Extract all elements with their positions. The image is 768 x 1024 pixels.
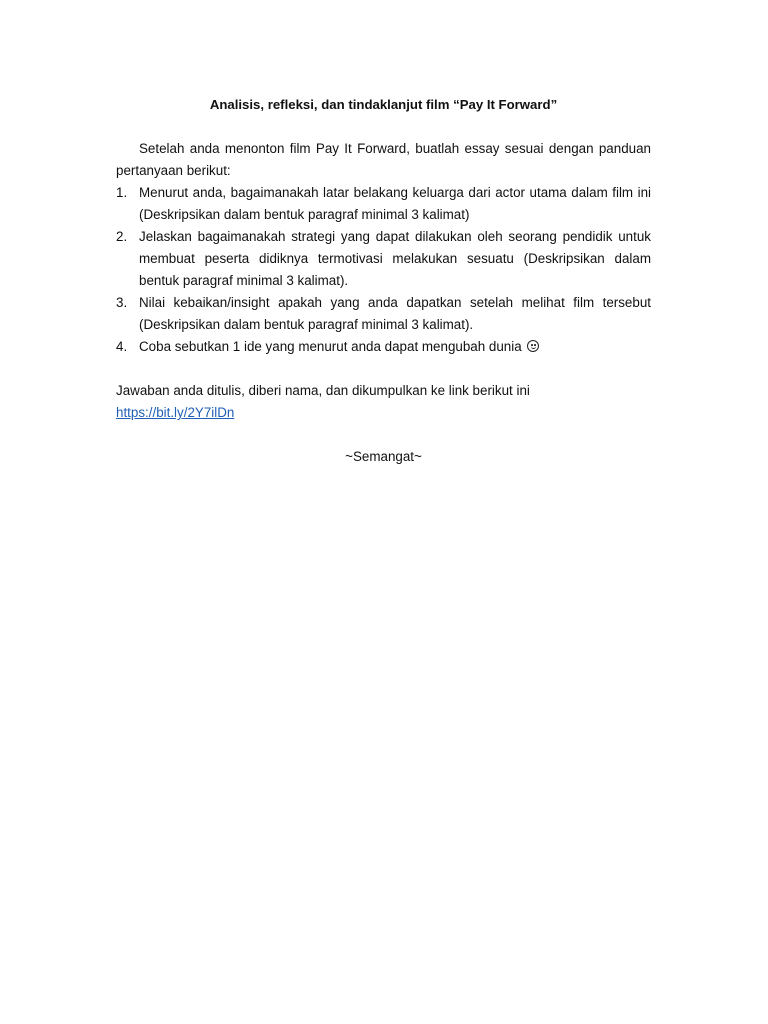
question-item-3 — [116, 292, 651, 336]
question-item-4 — [116, 336, 651, 358]
closing-text: ~Semangat~ — [345, 449, 422, 464]
question-item-2 — [116, 226, 651, 292]
question-number: 4. — [116, 339, 128, 354]
question-text: Jelaskan bagaimanakah strategi yang dapat dilakukan oleh seorang pendidik untuk membuat peserta didiknya termotivasi melakukan sesuatu (Deskripsikan dalam bentuk paragraf minimal 3 kalimat). — [139, 229, 651, 288]
question-item-1 — [116, 182, 651, 226]
intro-paragraph: Setelah anda menonton film Pay It Forward, buatlah essay sesuai dengan panduan pertanyaan berikut: — [116, 141, 651, 178]
question-number: 1. — [116, 185, 128, 200]
question-number: 2. — [116, 229, 128, 244]
question-list — [116, 182, 651, 358]
answer-instruction: Jawaban anda ditulis, diberi nama, dan dikumpulkan ke link berikut ini — [116, 383, 530, 398]
document-title: Analisis, refleksi, dan tindaklanjut film “Pay It Forward” — [209, 97, 558, 112]
submission-link[interactable]: https://bit.ly/2Y7ilDn — [116, 405, 235, 420]
question-text: Nilai kebaikan/insight apakah yang anda dapatkan setelah melihat film tersebut (Deskripsikan dalam bentuk paragraf minimal 3 kalimat). — [139, 295, 651, 332]
question-text: Menurut anda, bagaimanakah latar belakang keluarga dari actor utama dalam film ini (Deskripsikan dalam bentuk paragraf minimal 3 kalimat) — [139, 185, 651, 222]
smiley-icon — [527, 340, 539, 352]
answer-instruction-block — [116, 380, 651, 424]
question-text: Coba sebutkan 1 ide yang menurut anda dapat mengubah dunia — [139, 339, 522, 354]
document-page — [116, 94, 651, 468]
question-number: 3. — [116, 295, 128, 310]
